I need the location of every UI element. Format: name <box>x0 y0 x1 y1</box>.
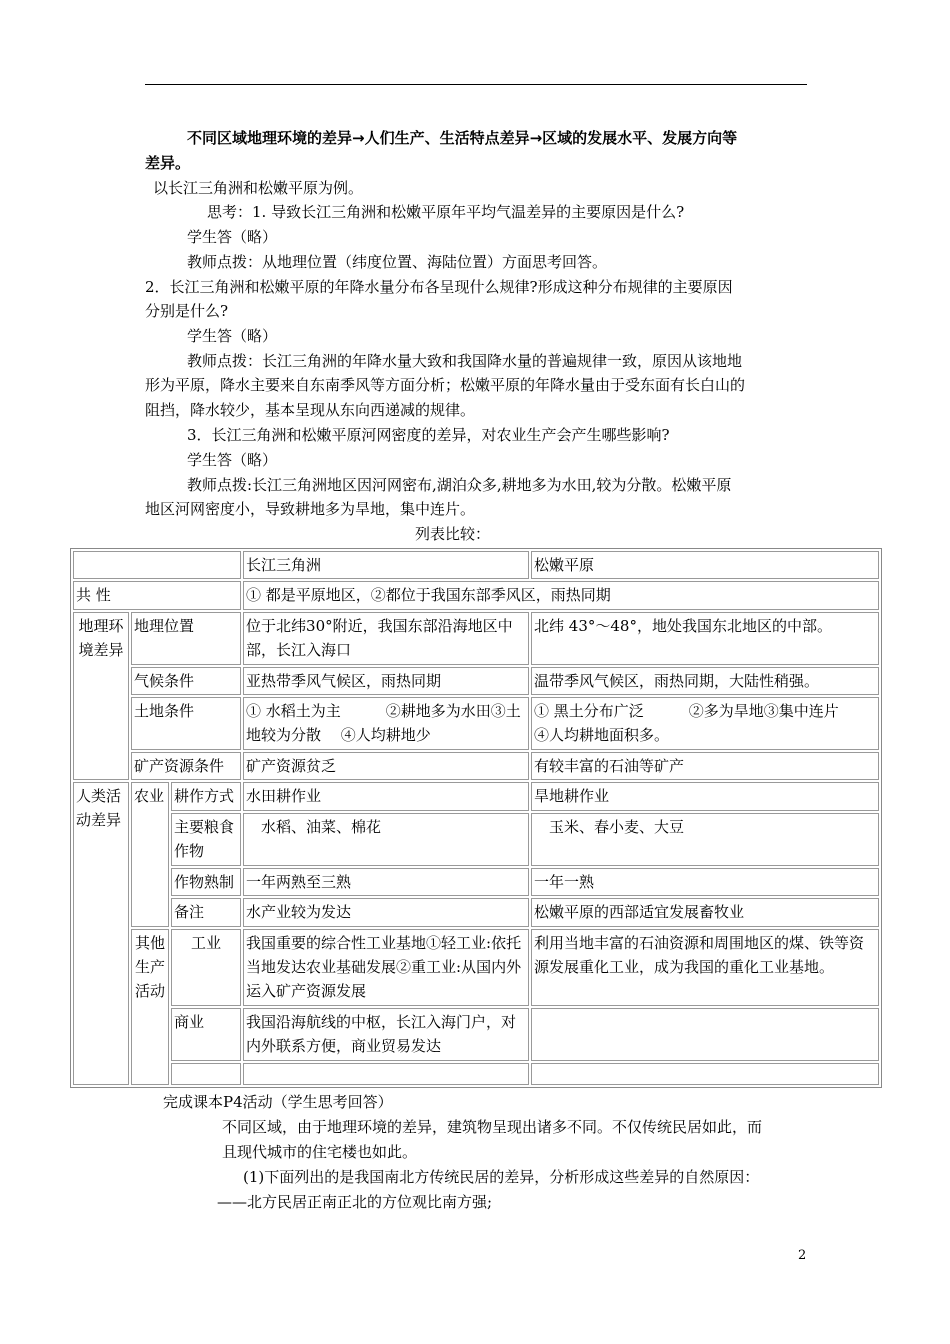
industry-songnen: 利用当地丰富的石油资源和周围地区的煤、铁等资源发展重化工业，成为我国的重化工业基地。 <box>531 929 879 1006</box>
page-number: 2 <box>798 1248 807 1263</box>
q2-teacher-line-1: 教师点拨：长江三角洲的年降水量大致和我国降水量的普遍规律一致，原因从该地地 <box>187 352 743 370</box>
mineral-songnen: 有较丰富的石油等矿产 <box>531 752 879 780</box>
commerce-yangtze: 我国沿海航线的中枢，长江入海门户，对内外联系方便，商业贸易发达 <box>243 1008 529 1061</box>
empty-cell <box>531 1063 879 1085</box>
table-row <box>73 612 879 665</box>
activity-line: 完成课本P4活动（学生思考回答） <box>163 1093 393 1111</box>
q2-line-2: 分别是什么? <box>145 302 229 320</box>
grain-yangtze: 水稻、油菜、棉花 <box>243 813 529 866</box>
q2-line-1: 2．长江三角洲和松嫩平原的年降水量分布各呈现什么规律?形成这种分布规律的主要原因 <box>145 278 733 296</box>
common-text: ① 都是平原地区，②都位于我国东部季风区，雨热同期 <box>243 581 879 609</box>
location-label: 地理位置 <box>131 612 241 665</box>
header-yangtze: 长江三角洲 <box>243 551 529 579</box>
env-diff-label: 地理环境差异 <box>73 612 129 781</box>
table-row <box>73 868 879 896</box>
q3-student-answer: 学生答（略） <box>187 451 278 469</box>
mineral-yangtze: 矿产资源贫乏 <box>243 752 529 780</box>
other-production-label: 其他生产活动 <box>131 929 169 1085</box>
farming-songnen: 旱地耕作业 <box>531 782 879 810</box>
table-corner-cell <box>73 551 241 579</box>
note-yangtze: 水产业较为发达 <box>243 898 529 926</box>
table-row <box>73 667 879 695</box>
common-label: 共 性 <box>73 581 241 609</box>
industry-label: 工业 <box>171 929 241 1006</box>
commerce-songnen <box>531 1008 879 1061</box>
intro-bold-line-1: 不同区域地理环境的差异→人们生产、生活特点差异→区域的发展水平、发展方向等 <box>187 129 738 147</box>
intro-bold-line-2: 差异。 <box>145 154 191 172</box>
climate-label: 气候条件 <box>131 667 241 695</box>
q1-student-answer: 学生答（略） <box>187 228 278 246</box>
industry-yangtze: 我国重要的综合性工业基地①轻工业:依托当地发达农业基础发展②重工业:从国内外运入矿产资源发展 <box>243 929 529 1006</box>
houses-para-line-1: 不同区域，由于地理环境的差异，建筑物呈现出诸多不同。不仅传统民居如此，而 <box>222 1118 763 1136</box>
empty-cell <box>243 1063 529 1085</box>
land-label: 土地条件 <box>131 697 241 750</box>
land-yangtze: ① 水稻土为主 ②耕地多为水田③土地较为分散 ④人均耕地少 <box>243 697 529 750</box>
header-songnen: 松嫩平原 <box>531 551 879 579</box>
q2-teacher-line-3: 阻挡，降水较少，基本呈现从东向西递减的规律。 <box>145 401 476 419</box>
q3-teacher-line-1: 教师点拨:长江三角洲地区因河网密布,湖泊众多,耕地多为水田,较为分散。松嫩平原 <box>187 476 732 494</box>
table-row <box>73 1063 879 1085</box>
grain-songnen: 玉米、春小麦、大豆 <box>531 813 879 866</box>
q2-student-answer: 学生答（略） <box>187 327 278 345</box>
q3-teacher-line-2: 地区河网密度小，导致耕地多为旱地，集中连片。 <box>145 500 476 518</box>
note-songnen: 松嫩平原的西部适宜发展畜牧业 <box>531 898 879 926</box>
table-row <box>73 782 879 810</box>
table-row <box>73 813 879 866</box>
header-rule <box>145 84 807 85</box>
houses-para-line-2: 且现代城市的住宅楼也如此。 <box>222 1143 418 1161</box>
comparison-table <box>70 548 899 1088</box>
human-diff-label: 人类活动差异 <box>73 782 129 1085</box>
maturity-yangtze: 一年两熟至三熟 <box>243 868 529 896</box>
note-label: 备注 <box>171 898 241 926</box>
q1-teacher-hint: 教师点拨：从地理位置（纬度位置、海陆位置）方面思考回答。 <box>187 253 608 271</box>
table-row <box>73 752 879 780</box>
agri-label: 农业 <box>131 782 169 926</box>
maturity-songnen: 一年一熟 <box>531 868 879 896</box>
maturity-label: 作物熟制 <box>171 868 241 896</box>
intro-example: 以长江三角洲和松嫩平原为例。 <box>153 179 364 197</box>
location-yangtze: 位于北纬30°附近，我国东部沿海地区中部，长江入海口 <box>243 612 529 665</box>
table-row <box>73 697 879 750</box>
q2-teacher-line-2: 形为平原，降水主要来自东南季风等方面分析；松嫩平原的年降水量由于受东面有长白山的 <box>145 376 746 394</box>
grain-label: 主要粮食作物 <box>171 813 241 866</box>
table-row <box>73 581 879 609</box>
location-songnen: 北纬 43°～48°，地处我国东北地区的中部。 <box>531 612 879 665</box>
climate-songnen: 温带季风气候区，雨热同期，大陆性稍强。 <box>531 667 879 695</box>
farming-label: 耕作方式 <box>171 782 241 810</box>
commerce-label: 商业 <box>171 1008 241 1061</box>
table-row <box>73 898 879 926</box>
north-houses-point: ——北方民居正南正北的方位观比南方强; <box>217 1193 493 1211</box>
mineral-label: 矿产资源条件 <box>131 752 241 780</box>
table-row <box>73 1008 879 1061</box>
q1-question: 思考：1. 导致长江三角洲和松嫩平原年平均气温差异的主要原因是什么? <box>207 203 685 221</box>
empty-cell <box>171 1063 241 1085</box>
q3-question: 3．长江三角洲和松嫩平原河网密度的差异，对农业生产会产生哪些影响? <box>187 426 670 444</box>
table-row <box>73 929 879 1006</box>
table-header-row <box>73 551 879 579</box>
land-songnen: ① 黑土分布广泛 ②多为旱地③集中连片 ④人均耕地面积多。 <box>531 697 879 750</box>
farming-yangtze: 水田耕作业 <box>243 782 529 810</box>
table-caption: 列表比较： <box>415 525 491 543</box>
climate-yangtze: 亚热带季风气候区，雨热同期 <box>243 667 529 695</box>
houses-question-1: (1)下面列出的是我国南北方传统民居的差异，分析形成这些差异的自然原因： <box>243 1168 760 1186</box>
